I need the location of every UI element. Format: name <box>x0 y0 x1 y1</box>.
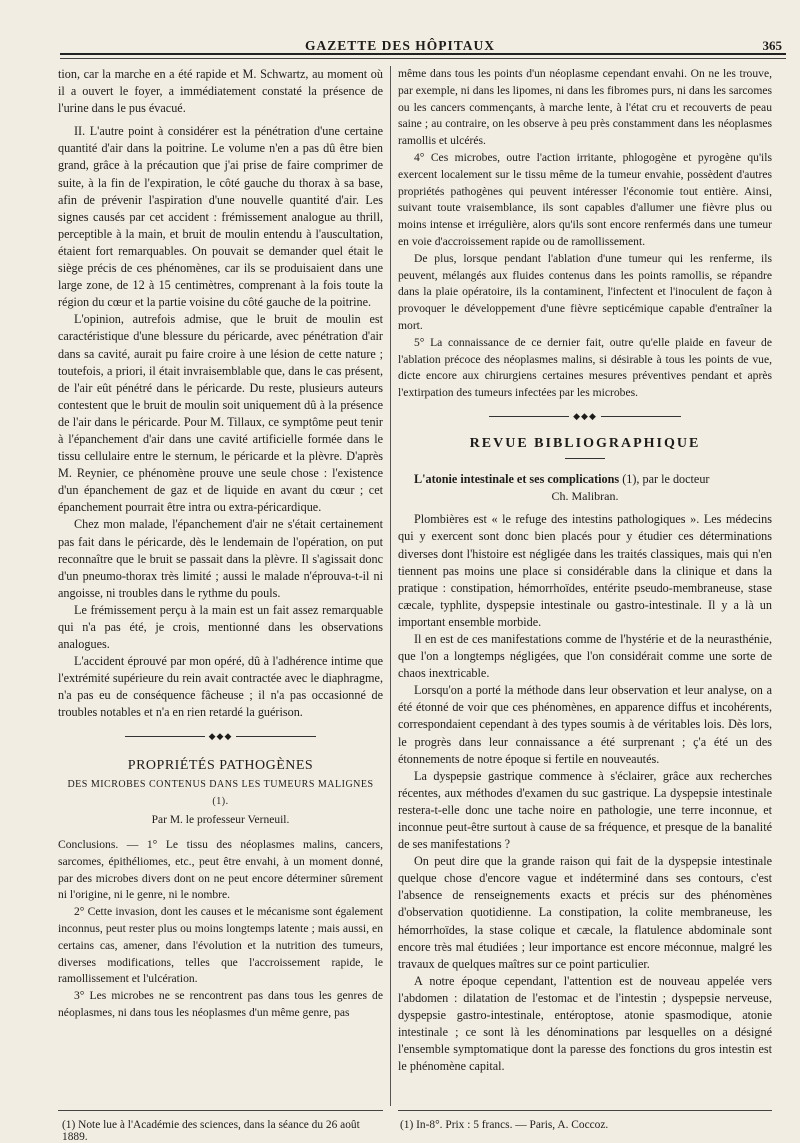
paragraph: A notre époque cependant, l'attention est de nouveau appelée vers l'abdomen : dilatation de l'estomac et de l'intestin ; dyspepsie nerveuse, dyspepsie gastro-intestinale, entéroptose, atonie spasmodique, atonie intestinale ; ce sont là les dénominations par lesquelles on a désigné l'ensemble symptomatique dont la paresse des fonctions du gros intestin est le phénomène capital. <box>398 973 772 1074</box>
footnote-right: (1) In-8°. Prix : 5 francs. — Paris, A. Coccoz. <box>400 1119 609 1131</box>
section-separator: ◆◆◆ <box>58 728 383 745</box>
paragraph: Plombières est « le refuge des intestins pathologiques ». Les médecins qui y exercent sont donc bien placés pour y étudier ces déterminations diverses dont l'histoire est négligée dans les traités classiques, mais qui n'en tiennent pas moins une place si considérable dans la clinique et dans la pratique : constipation, hémorrhoïdes, entérite pseudo-membraneuse, stase cæcale, typhlite, dyspepsie intestinale ou gastro-intestinale. Il y a là un important ensemble morbide. <box>398 512 772 629</box>
book-title-rest: (1), par le docteur <box>619 472 710 487</box>
conclusion-item: 2° Cette invasion, dont les causes et le mécanisme sont également inconnus, peut rester plus ou moins longtemps latente ; mais aussi, en certains cas, amener, dans l'évolution et la nutrition des tumeurs, diverses modifications, telles que l'accroissement rapide, le ramollissement et l'ulcération. <box>58 905 383 986</box>
review-title: REVUE BIBLIOGRAPHIQUE <box>469 436 701 452</box>
section-separator: ◆◆◆ <box>398 408 772 425</box>
header-rule <box>60 53 786 55</box>
page-number: 365 <box>762 38 782 53</box>
paragraph: Le frémissement perçu à la main est un fait assez remarquable qui n'a pas été, je crois, mentionné dans les observations analogues. <box>58 602 383 652</box>
book-title: L'atonie intestinale et ses complications <box>414 472 620 487</box>
paragraph: Il en est de ces manifestations comme de l'hystérie et de la neurasthénie, que l'on a longtemps négligées, que l'on considérait comme une sorte de chaos inextricable. <box>398 631 772 681</box>
book-title-line <box>398 471 772 488</box>
paragraph: tion, car la marche en a été rapide et M. Schwartz, au moment où il a ouvert le foyer, a immédiatement constaté la présence de l'urine dans le pus évacué. <box>58 67 383 116</box>
paragraph: La dyspepsie gastrique commence à s'éclairer, grâce aux recherches récentes, aux méthodes d'examen du suc gastrique. La dyspepsie intestinale restera-t-elle donc une tache noire en pathologie, une terre inconnue, et inconnue peut-être surtout à cause de sa fréquence, et presque de la banalité de ses manifestations ? <box>398 768 772 852</box>
conclusion-item: 4° Ces microbes, outre l'action irritante, phlogogène et pyrogène qu'ils exercent localement sur le tissu même de la tumeur envahie, possèdent d'autres propriétés pathogènes qui peuvent intéresser l'économie tout entière. Ainsi, suivant toute vraisemblance, ils sont capables d'allumer une fièvre plus ou moins intense et irrégulière, alors qu'ils sont encore renfermés dans une tumeur en voie d'accroissement rapide ou de ramollissement. <box>398 150 772 248</box>
paragraph: Lorsqu'on a porté la méthode dans leur observation et leur analyse, on a été étonné de voir que ces phénomènes, en apparence diffus et incohérents, correspondaient cependant à des types soumis à de véritables lois. Dès lors, le progrès dans leur connaissance a été surprenant ; ç'a été un des étonnements de notre époque si fertile en nouveautés. <box>398 683 772 766</box>
header-rule-thin <box>60 58 786 59</box>
right-column <box>398 66 772 1075</box>
section-title: PROPRIÉTÉS PATHOGÈNES <box>127 757 314 773</box>
section-subtitle: DES MICROBES CONTENUS DANS LES TUMEURS MALIGNES (1). <box>67 778 374 807</box>
conclusions-continued <box>398 66 772 402</box>
conclusion-item: même dans tous les points d'un néoplasme cependant envahi. On ne les trouve, par exemple, ni dans les lipomes, ni dans les fibromes purs, ni dans les sarcomes ou les cancers commençants, à marche lente, à l'état cru et recouverts de peau saine ; au contraire, on les observe à peu près constamment dans les néoplasmes ramollis et ulcérés. <box>398 67 772 148</box>
footnote-left: (1) Note lue à l'Académie des sciences, dans la séance du 26 août 1889. <box>62 1119 360 1143</box>
paragraph: On peut dire que la grande raison qui fait de la dyspepsie intestinale quelque chose d'encore vague et indéterminé dans ses contours, c'est l'absence de renseignements exacts et précis sur des phénomènes d'observation quotidienne. La constipation, la colite membraneuse, les hémorrhoïdes, la stase colique et cæcale, la flatulence abdominale sont encore très mal étudiées ; leur importance est encore méconnue, malgré les travaux de quelques maîtres sur ce point particulier. <box>398 854 772 971</box>
footnote-rule <box>398 1110 772 1111</box>
conclusion-item: De plus, lorsque pendant l'ablation d'une tumeur qui les renferme, ils peuvent, mélangés aux fluides contenus dans les points ramollis, se répandre dans la plaie opératoire, ils la contaminent, l'infectent et l'inoculent de façon à provoquer le développement d'une fièvre septicémique capable d'entraîner la mort. <box>398 251 772 332</box>
paragraph: L'opinion, autrefois admise, que le bruit de moulin est caractéristique d'une blessure du péricarde, avec pénétration d'air dans sa cavité, aurait pu faire croire à une lésion de cette nature ; toutefois, a priori, il était invraisemblable que, dans le cas présent, de l'air eût pénétré dans le péricarde. Du reste, plusieurs auteurs contestent que le bruit de moulin soit uniquement dû à la présence de l'air dans le péricarde. Pour M. Tillaux, ce symptôme peut tenir à l'épanchement d'air dans une cavité artificielle formée dans le tissu cellulaire entre le sternum, le péricarde et la plèvre. D'après M. Reynier, ce phénomène prouve une seule chose : l'existence d'un épanchement de gaz et de liquide en avant du cœur ; cet épanchement pourrait être intra ou extra-péricardique. <box>58 312 383 515</box>
section-author: Par M. le professeur Verneuil. <box>151 813 290 826</box>
page-header <box>0 20 800 53</box>
paragraph: II. L'autre point à considérer est la pénétration d'une certaine quantité d'air dans la poitrine. Le volume n'en a pas dû être bien grand, grâce à la précaution que j'ai prise de faire comprimer de suite, à la fin de l'expiration, le côté gauche du thorax à sa base, afin de prévenir l'aspiration d'une nouvelle quantité d'air. Les signes causés par cet accident : frémissement analogue au thrill, perceptible à la main, et bruit de moulin entendu à l'auscultation, étaient fort remarquables. On pouvait se demander quel était le siège précis de ces phénomènes, car ils se produisaient dans une large zone, de 12 à 15 centimètres, comprenant à la fois toute la région du cœur et la partie voisine du côté gauche de la poitrine. <box>58 124 383 310</box>
conclusion-item: Conclusions. — 1° Le tissu des néoplasmes malins, cancers, sarcomes, épithéliomes, etc., peut être envahi, à un moment donné, par des microbes divers dont on ne peut encore déterminer sûrement ni l'origine, ni le genre, ni le nombre. <box>58 838 383 902</box>
footnote-rule <box>58 1110 383 1111</box>
book-author: Ch. Malibran. <box>551 489 619 504</box>
left-column <box>58 66 383 1022</box>
conclusion-item: 3° Les microbes ne se rencontrent pas dans tous les genres de néoplasmes, ni dans tous les néoplasmes d'un même genre, pas <box>58 989 383 1019</box>
paragraph: L'accident éprouvé par mon opéré, dû à l'adhérence intime que l'extrémité supérieure du rein avait contractée avec le diaphragme, n'a pas eu de conséquence fâcheuse ; il n'a pas occasionné de troubles notables et n'a en rien retardé la guérison. <box>58 654 383 720</box>
short-rule <box>565 458 605 459</box>
paragraph: Chez mon malade, l'épanchement d'air ne s'était certainement pas fait dans le péricarde, dès le lendemain de l'opération, on put reconnaître que le bruit se passait dans la plèvre. Il s'agissait donc d'un pneumo-thorax très limité ; aussi le malade n'éprouva-t-il ni angoisse, ni troubles dans le rythme du pouls. <box>58 517 383 600</box>
column-divider <box>390 66 391 1106</box>
conclusion-item: 5° La connaissance de ce dernier fait, outre qu'elle plaide en faveur de l'ablation précoce des néoplasmes malins, si désirable à tous les points de vue, dicte encore aux chirurgiens certaines mesures préventives pendant et après l'extirpation des tumeurs infectées par les microbes. <box>398 335 772 400</box>
conclusions <box>58 837 383 1022</box>
running-title: GAZETTE DES HÔPITAUX <box>304 38 496 53</box>
